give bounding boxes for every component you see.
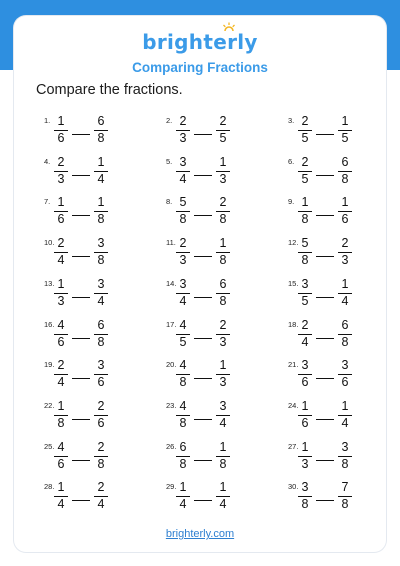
fraction-left (54, 195, 68, 227)
fraction-right (216, 480, 230, 512)
numerator: 4 (57, 439, 65, 454)
problem-item (44, 318, 134, 354)
numerator: 3 (219, 398, 227, 413)
numerator: 1 (219, 358, 227, 373)
denominator: 6 (57, 212, 65, 227)
brand-logo: brighterly (142, 30, 258, 54)
problem-number: 4. (44, 156, 51, 166)
numerator: 1 (219, 154, 227, 169)
answer-blank[interactable] (194, 338, 212, 339)
fraction-right (94, 480, 108, 512)
denominator: 8 (179, 415, 187, 430)
answer-blank[interactable] (72, 460, 90, 461)
denominator: 8 (97, 334, 105, 349)
fraction-left (298, 480, 312, 512)
fraction-left (298, 318, 312, 350)
numerator: 1 (341, 398, 349, 413)
fraction-left (176, 277, 190, 309)
fraction-left (54, 480, 68, 512)
numerator: 1 (301, 439, 309, 454)
fraction-right (94, 155, 108, 187)
fraction-right (94, 236, 108, 268)
numerator: 1 (219, 439, 227, 454)
problem-item (44, 236, 134, 272)
problem-number: 23. (166, 400, 177, 410)
answer-blank[interactable] (316, 419, 334, 420)
numerator: 1 (219, 236, 227, 251)
fraction-left (54, 318, 68, 350)
problem-number: 7. (44, 197, 51, 207)
fraction-left (176, 440, 190, 472)
denominator: 8 (219, 456, 227, 471)
problem-item (166, 277, 256, 313)
numerator: 6 (179, 439, 187, 454)
denominator: 8 (301, 212, 309, 227)
denominator: 4 (179, 497, 187, 512)
problem-number: 28. (44, 482, 55, 492)
fraction-left (298, 399, 312, 431)
denominator: 3 (301, 456, 309, 471)
fraction-right (338, 155, 352, 187)
denominator: 8 (341, 334, 349, 349)
numerator: 3 (301, 480, 309, 495)
problem-item (166, 358, 256, 394)
answer-blank[interactable] (316, 175, 334, 176)
problem-number: 29. (166, 482, 177, 492)
numerator: 2 (219, 114, 227, 128)
problem-item (44, 358, 134, 394)
numerator: 1 (57, 195, 65, 210)
fraction-right (338, 236, 352, 268)
denominator: 6 (341, 375, 349, 390)
numerator: 2 (97, 480, 105, 495)
denominator: 3 (219, 334, 227, 349)
problem-item (44, 114, 134, 150)
denominator: 4 (219, 497, 227, 512)
fraction-right (216, 114, 230, 146)
problem-item (44, 277, 134, 313)
numerator: 4 (179, 358, 187, 373)
answer-blank[interactable] (316, 256, 334, 257)
fraction-left (298, 358, 312, 390)
fraction-right (338, 195, 352, 227)
denominator: 3 (341, 253, 349, 268)
numerator: 6 (97, 317, 105, 332)
answer-blank[interactable] (316, 215, 334, 216)
answer-blank[interactable] (194, 215, 212, 216)
problem-number: 25. (44, 441, 55, 451)
problem-item (166, 440, 256, 476)
answer-blank[interactable] (316, 460, 334, 461)
answer-blank[interactable] (316, 378, 334, 379)
fraction-left (54, 358, 68, 390)
denominator: 4 (57, 375, 65, 390)
fraction-left (298, 155, 312, 187)
answer-blank[interactable] (72, 297, 90, 298)
denominator: 3 (219, 375, 227, 390)
numerator: 4 (57, 317, 65, 332)
answer-blank[interactable] (194, 256, 212, 257)
problem-number: 3. (288, 116, 295, 125)
fraction-left (298, 114, 312, 146)
denominator: 5 (301, 131, 309, 145)
denominator: 6 (301, 415, 309, 430)
numerator: 6 (341, 154, 349, 169)
denominator: 4 (301, 334, 309, 349)
numerator: 4 (179, 317, 187, 332)
denominator: 8 (341, 171, 349, 186)
problem-item (288, 318, 378, 354)
fraction-right (94, 114, 108, 146)
fraction-left (54, 277, 68, 309)
problem-item (288, 114, 378, 150)
numerator: 1 (301, 398, 309, 413)
denominator: 8 (97, 456, 105, 471)
fraction-left (298, 440, 312, 472)
sun-icon (222, 22, 236, 32)
numerator: 3 (301, 276, 309, 291)
denominator: 5 (341, 131, 349, 145)
numerator: 2 (341, 236, 349, 251)
fraction-right (216, 440, 230, 472)
fraction-left (54, 155, 68, 187)
fraction-left (54, 440, 68, 472)
fraction-right (338, 114, 352, 146)
fraction-left (298, 236, 312, 268)
problem-number: 22. (44, 400, 55, 410)
denominator: 6 (301, 375, 309, 390)
numerator: 1 (57, 398, 65, 413)
numerator: 3 (301, 358, 309, 373)
instruction-text: Compare the fractions. (36, 82, 183, 98)
problem-item (288, 195, 378, 231)
fraction-right (338, 358, 352, 390)
fraction-right (216, 195, 230, 227)
problem-number: 18. (288, 319, 299, 329)
denominator: 8 (219, 212, 227, 227)
answer-blank[interactable] (194, 419, 212, 420)
denominator: 8 (179, 375, 187, 390)
denominator: 8 (219, 253, 227, 268)
problem-number: 1. (44, 116, 51, 125)
denominator: 3 (57, 171, 65, 186)
denominator: 8 (57, 415, 65, 430)
problem-item (44, 480, 134, 516)
problem-item (44, 155, 134, 191)
denominator: 4 (97, 171, 105, 186)
problem-item (288, 480, 378, 516)
denominator: 4 (341, 293, 349, 308)
problem-item (44, 195, 134, 231)
problem-number: 12. (288, 238, 299, 248)
denominator: 6 (57, 334, 65, 349)
denominator: 3 (219, 171, 227, 186)
numerator: 2 (57, 358, 65, 373)
denominator: 8 (219, 293, 227, 308)
fraction-left (176, 155, 190, 187)
problem-number: 11. (166, 238, 176, 248)
fraction-left (176, 318, 190, 350)
denominator: 5 (219, 131, 227, 145)
numerator: 1 (179, 480, 187, 495)
answer-blank[interactable] (316, 500, 334, 501)
denominator: 8 (301, 253, 309, 268)
numerator: 2 (219, 195, 227, 210)
numerator: 5 (301, 236, 309, 251)
problem-item (44, 440, 134, 476)
page-title: Comparing Fractions (132, 60, 268, 75)
problem-number: 5. (166, 156, 173, 166)
fraction-right (94, 440, 108, 472)
fraction-right (216, 277, 230, 309)
numerator: 1 (57, 480, 65, 495)
answer-blank[interactable] (72, 378, 90, 379)
denominator: 8 (179, 212, 187, 227)
numerator: 1 (341, 276, 349, 291)
numerator: 1 (97, 195, 105, 210)
answer-blank[interactable] (316, 297, 334, 298)
numerator: 2 (97, 439, 105, 454)
problem-number: 26. (166, 441, 177, 451)
footer-link[interactable]: brighterly.com (165, 528, 235, 540)
fraction-right (216, 358, 230, 390)
fraction-right (94, 277, 108, 309)
numerator: 1 (341, 195, 349, 210)
problem-item (166, 318, 256, 354)
problem-number: 20. (166, 360, 177, 370)
problem-item (166, 236, 256, 272)
denominator: 8 (179, 456, 187, 471)
numerator: 6 (219, 276, 227, 291)
denominator: 3 (57, 293, 65, 308)
denominator: 6 (57, 456, 65, 471)
problem-number: 13. (44, 278, 55, 288)
answer-blank[interactable] (72, 215, 90, 216)
answer-blank[interactable] (72, 500, 90, 501)
numerator: 2 (179, 236, 187, 251)
fraction-left (54, 399, 68, 431)
worksheet (14, 16, 386, 552)
fraction-right (216, 399, 230, 431)
problem-number: 30. (288, 482, 299, 492)
problem-item (166, 114, 256, 150)
numerator: 1 (57, 114, 65, 128)
denominator: 6 (97, 375, 105, 390)
answer-blank[interactable] (194, 378, 212, 379)
denominator: 5 (301, 293, 309, 308)
numerator: 1 (57, 276, 65, 291)
fraction-right (338, 480, 352, 512)
numerator: 3 (97, 276, 105, 291)
denominator: 4 (179, 171, 187, 186)
numerator: 1 (219, 480, 227, 495)
numerator: 2 (179, 114, 187, 128)
denominator: 4 (219, 415, 227, 430)
numerator: 3 (341, 439, 349, 454)
problem-number: 16. (44, 319, 55, 329)
numerator: 2 (57, 236, 65, 251)
fraction-left (54, 114, 68, 146)
problem-number: 19. (44, 360, 55, 370)
numerator: 5 (179, 195, 187, 210)
denominator: 4 (97, 497, 105, 512)
fraction-right (94, 318, 108, 350)
fraction-left (176, 399, 190, 431)
denominator: 4 (179, 293, 187, 308)
problem-number: 21. (288, 360, 299, 370)
answer-blank[interactable] (72, 134, 90, 135)
answer-blank[interactable] (316, 134, 334, 135)
answer-blank[interactable] (72, 256, 90, 257)
problem-number: 15. (288, 278, 299, 288)
denominator: 4 (57, 253, 65, 268)
fraction-left (298, 195, 312, 227)
problem-number: 27. (288, 441, 299, 451)
fraction-right (338, 277, 352, 309)
problem-number: 14. (166, 278, 177, 288)
numerator: 3 (341, 358, 349, 373)
problem-item (166, 195, 256, 231)
numerator: 3 (97, 358, 105, 373)
answer-blank[interactable] (316, 338, 334, 339)
denominator: 6 (57, 131, 65, 145)
fraction-right (216, 236, 230, 268)
problem-number: 6. (288, 156, 295, 166)
problem-number: 10. (44, 238, 55, 248)
fraction-left (176, 480, 190, 512)
numerator: 2 (301, 114, 309, 128)
fraction-right (94, 399, 108, 431)
numerator: 3 (179, 154, 187, 169)
numerator: 6 (97, 114, 105, 128)
denominator: 4 (57, 497, 65, 512)
problem-number: 9. (288, 197, 295, 207)
fraction-left (298, 277, 312, 309)
denominator: 4 (97, 293, 105, 308)
problem-item (288, 277, 378, 313)
problem-item (288, 358, 378, 394)
problem-item (288, 440, 378, 476)
problem-item (166, 399, 256, 435)
denominator: 3 (179, 131, 187, 145)
denominator: 6 (341, 212, 349, 227)
numerator: 2 (301, 317, 309, 332)
denominator: 8 (97, 212, 105, 227)
answer-blank[interactable] (194, 460, 212, 461)
fraction-left (176, 195, 190, 227)
denominator: 8 (341, 456, 349, 471)
numerator: 2 (57, 154, 65, 169)
numerator: 1 (341, 114, 349, 128)
numerator: 1 (301, 195, 309, 210)
numerator: 2 (97, 398, 105, 413)
problem-item (44, 399, 134, 435)
answer-blank[interactable] (194, 134, 212, 135)
fraction-left (176, 114, 190, 146)
answer-blank[interactable] (194, 175, 212, 176)
fraction-left (54, 236, 68, 268)
problem-item (166, 480, 256, 516)
denominator: 3 (179, 253, 187, 268)
answer-blank[interactable] (72, 419, 90, 420)
problem-item (288, 155, 378, 191)
denominator: 5 (179, 334, 187, 349)
denominator: 6 (97, 415, 105, 430)
answer-blank[interactable] (194, 297, 212, 298)
answer-blank[interactable] (72, 338, 90, 339)
fraction-right (94, 358, 108, 390)
problem-number: 17. (166, 319, 177, 329)
problem-item (166, 155, 256, 191)
denominator: 4 (341, 415, 349, 430)
numerator: 6 (341, 317, 349, 332)
fraction-left (176, 358, 190, 390)
denominator: 5 (301, 171, 309, 186)
fraction-right (338, 440, 352, 472)
numerator: 1 (97, 154, 105, 169)
fraction-right (216, 318, 230, 350)
numerator: 3 (179, 276, 187, 291)
answer-blank[interactable] (194, 500, 212, 501)
numerator: 4 (179, 398, 187, 413)
problem-number: 8. (166, 197, 173, 207)
denominator: 8 (97, 131, 105, 145)
numerator: 3 (97, 236, 105, 251)
denominator: 8 (341, 497, 349, 512)
numerator: 2 (219, 317, 227, 332)
denominator: 8 (301, 497, 309, 512)
numerator: 2 (301, 154, 309, 169)
problem-item (288, 399, 378, 435)
problem-number: 24. (288, 400, 299, 410)
problem-number: 2. (166, 116, 173, 125)
fraction-right (338, 318, 352, 350)
fraction-left (176, 236, 190, 268)
numerator: 7 (341, 480, 349, 495)
denominator: 8 (97, 253, 105, 268)
answer-blank[interactable] (72, 175, 90, 176)
fraction-right (94, 195, 108, 227)
problem-item (288, 236, 378, 272)
fraction-right (338, 399, 352, 431)
fraction-right (216, 155, 230, 187)
